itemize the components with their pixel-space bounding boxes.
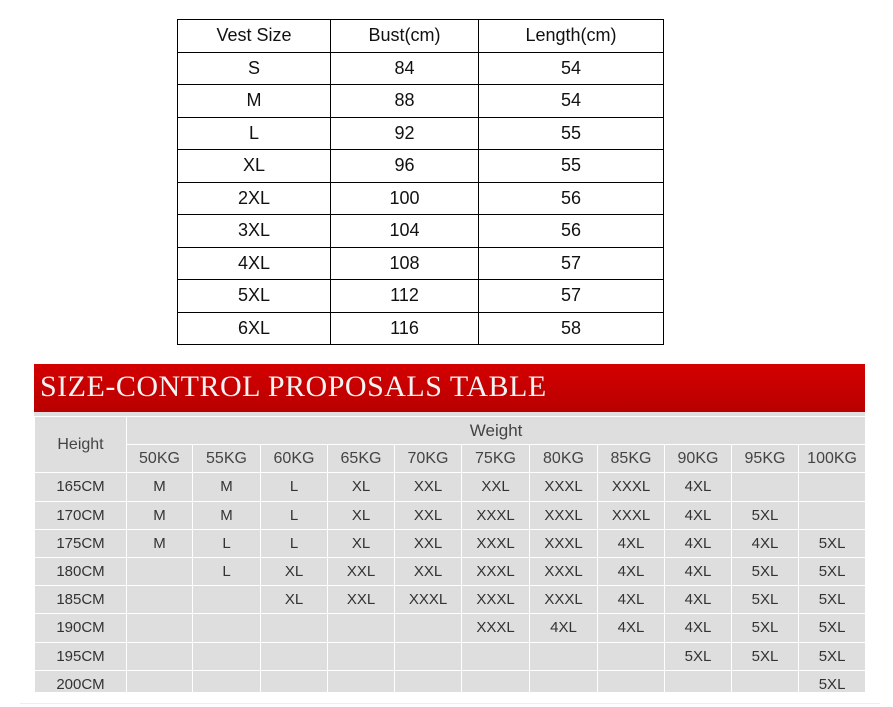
size-cell: XL xyxy=(261,586,328,614)
weight-header-cell: 75KG xyxy=(462,445,530,473)
weight-header-cell: 95KG xyxy=(732,445,799,473)
size-cell: XXL xyxy=(462,473,530,501)
size-row xyxy=(35,501,866,529)
bust-cell: 112 xyxy=(331,280,479,313)
height-cell: 165CM xyxy=(35,473,127,501)
length-header: Length(cm) xyxy=(479,20,664,53)
weight-header-cell: 50KG xyxy=(127,445,193,473)
size-cell: 4XL xyxy=(598,557,665,585)
length-cell: 55 xyxy=(479,117,664,150)
size-cell xyxy=(732,473,799,501)
size-row xyxy=(35,670,866,698)
height-label: Height xyxy=(35,417,127,473)
vest-size-cell: 2XL xyxy=(178,182,331,215)
size-cell: XXL xyxy=(328,557,395,585)
chart-title: SIZE-CONTROL PROPOSALS TABLE xyxy=(40,370,547,403)
size-cell: M xyxy=(127,529,193,557)
size-cell xyxy=(127,614,193,642)
size-cell: XXXL xyxy=(530,529,598,557)
size-cell xyxy=(193,642,261,670)
size-cell: 4XL xyxy=(598,529,665,557)
size-cell: XXXL xyxy=(462,529,530,557)
length-cell: 56 xyxy=(479,215,664,248)
divider xyxy=(20,703,880,704)
size-cell xyxy=(127,670,193,698)
bust-header: Bust(cm) xyxy=(331,20,479,53)
bust-cell: 88 xyxy=(331,85,479,118)
weight-header-cell: 65KG xyxy=(328,445,395,473)
size-cell: M xyxy=(193,501,261,529)
size-cell xyxy=(193,670,261,698)
size-cell xyxy=(261,670,328,698)
size-cell: L xyxy=(261,501,328,529)
size-cell: XXXL xyxy=(462,586,530,614)
vest-size-cell: M xyxy=(178,85,331,118)
size-cell: 5XL xyxy=(799,614,866,642)
vest-table-row xyxy=(178,215,664,248)
size-cell: L xyxy=(193,529,261,557)
size-cell xyxy=(799,473,866,501)
vest-table-row xyxy=(178,117,664,150)
size-cell: M xyxy=(127,501,193,529)
size-cell: XL xyxy=(261,557,328,585)
chart-title-banner xyxy=(34,364,865,412)
size-cell: 5XL xyxy=(799,557,866,585)
size-cell: XXXL xyxy=(530,557,598,585)
size-cell: 5XL xyxy=(732,586,799,614)
size-cell: 5XL xyxy=(799,529,866,557)
size-cell xyxy=(732,670,799,698)
length-cell: 54 xyxy=(479,52,664,85)
size-row xyxy=(35,529,866,557)
bust-cell: 100 xyxy=(331,182,479,215)
height-cell: 180CM xyxy=(35,557,127,585)
bust-cell: 116 xyxy=(331,312,479,345)
weight-header-cell: 80KG xyxy=(530,445,598,473)
length-cell: 55 xyxy=(479,150,664,183)
size-cell xyxy=(665,670,732,698)
height-cell: 175CM xyxy=(35,529,127,557)
size-cell: 4XL xyxy=(665,501,732,529)
size-cell xyxy=(127,642,193,670)
size-cell: 5XL xyxy=(799,642,866,670)
vest-size-table xyxy=(177,19,664,345)
vest-size-cell: 5XL xyxy=(178,280,331,313)
size-cell xyxy=(395,614,462,642)
bust-cell: 104 xyxy=(331,215,479,248)
height-cell: 195CM xyxy=(35,642,127,670)
size-cell: 4XL xyxy=(598,586,665,614)
size-cell xyxy=(462,642,530,670)
weight-header-cell: 70KG xyxy=(395,445,462,473)
height-cell: 185CM xyxy=(35,586,127,614)
size-row xyxy=(35,557,866,585)
size-cell: XXXL xyxy=(530,586,598,614)
size-cell: 5XL xyxy=(665,642,732,670)
height-cell: 170CM xyxy=(35,501,127,529)
size-cell: L xyxy=(261,473,328,501)
size-cell xyxy=(261,642,328,670)
size-cell: XXXL xyxy=(530,473,598,501)
size-cell: XXXL xyxy=(462,501,530,529)
size-cell xyxy=(328,614,395,642)
size-cell: XL xyxy=(328,529,395,557)
size-cell: 4XL xyxy=(732,529,799,557)
vest-table-header-row xyxy=(178,20,664,53)
size-cell: XXL xyxy=(395,501,462,529)
size-cell: 5XL xyxy=(732,614,799,642)
size-cell: 4XL xyxy=(665,586,732,614)
size-cell xyxy=(530,642,598,670)
size-cell: XXL xyxy=(395,473,462,501)
weight-header-cell: 55KG xyxy=(193,445,261,473)
size-cell: 4XL xyxy=(598,614,665,642)
vest-table-row xyxy=(178,280,664,313)
weights-row xyxy=(35,445,866,473)
size-cell xyxy=(395,670,462,698)
size-cell: M xyxy=(127,473,193,501)
size-cell: XXL xyxy=(328,586,395,614)
size-proposal-table xyxy=(34,416,866,699)
size-cell: 5XL xyxy=(732,501,799,529)
size-cell xyxy=(598,642,665,670)
size-cell: XXXL xyxy=(462,557,530,585)
height-cell: 190CM xyxy=(35,614,127,642)
size-cell xyxy=(127,557,193,585)
bust-cell: 92 xyxy=(331,117,479,150)
size-cell: XXXL xyxy=(530,501,598,529)
size-cell xyxy=(261,614,328,642)
size-cell: XXXL xyxy=(462,614,530,642)
size-cell xyxy=(598,670,665,698)
length-cell: 57 xyxy=(479,247,664,280)
size-cell: L xyxy=(193,557,261,585)
size-cell xyxy=(328,642,395,670)
vest-table-row xyxy=(178,182,664,215)
vest-size-cell: 6XL xyxy=(178,312,331,345)
vest-table-row xyxy=(178,312,664,345)
size-cell xyxy=(799,501,866,529)
size-cell: 4XL xyxy=(665,529,732,557)
size-cell: 4XL xyxy=(665,473,732,501)
vest-size-cell: 4XL xyxy=(178,247,331,280)
vest-size-cell: L xyxy=(178,117,331,150)
weight-label: Weight xyxy=(127,417,866,445)
size-cell: 5XL xyxy=(732,642,799,670)
size-cell xyxy=(395,642,462,670)
size-cell: 4XL xyxy=(665,557,732,585)
vest-size-cell: S xyxy=(178,52,331,85)
vest-table-row xyxy=(178,247,664,280)
bust-cell: 108 xyxy=(331,247,479,280)
vest-size-cell: XL xyxy=(178,150,331,183)
weight-label-row xyxy=(35,417,866,445)
size-cell: 5XL xyxy=(799,670,866,698)
length-cell: 56 xyxy=(479,182,664,215)
size-cell: XXL xyxy=(395,557,462,585)
vest-size-cell: 3XL xyxy=(178,215,331,248)
size-cell: XXXL xyxy=(598,501,665,529)
size-cell: XXXL xyxy=(395,586,462,614)
size-cell xyxy=(530,670,598,698)
height-cell: 200CM xyxy=(35,670,127,698)
size-cell xyxy=(193,586,261,614)
size-row xyxy=(35,614,866,642)
size-cell: XL xyxy=(328,473,395,501)
size-row xyxy=(35,586,866,614)
weight-header-cell: 85KG xyxy=(598,445,665,473)
size-cell: 5XL xyxy=(799,586,866,614)
length-cell: 54 xyxy=(479,85,664,118)
length-cell: 58 xyxy=(479,312,664,345)
weight-header-cell: 90KG xyxy=(665,445,732,473)
size-cell xyxy=(193,614,261,642)
size-cell: L xyxy=(261,529,328,557)
size-cell: XXXL xyxy=(598,473,665,501)
weight-header-cell: 60KG xyxy=(261,445,328,473)
size-cell xyxy=(462,670,530,698)
weight-header-cell: 100KG xyxy=(799,445,866,473)
size-cell xyxy=(328,670,395,698)
vest-table-row xyxy=(178,85,664,118)
size-control-chart xyxy=(34,364,865,692)
size-cell: 5XL xyxy=(732,557,799,585)
size-cell: XXL xyxy=(395,529,462,557)
vest-table-row xyxy=(178,150,664,183)
size-cell: XL xyxy=(328,501,395,529)
size-row xyxy=(35,642,866,670)
size-cell xyxy=(127,586,193,614)
size-row xyxy=(35,473,866,501)
bust-cell: 84 xyxy=(331,52,479,85)
size-cell: 4XL xyxy=(665,614,732,642)
bust-cell: 96 xyxy=(331,150,479,183)
length-cell: 57 xyxy=(479,280,664,313)
vest-size-header: Vest Size xyxy=(178,20,331,53)
size-cell: M xyxy=(193,473,261,501)
vest-table-row xyxy=(178,52,664,85)
size-cell: 4XL xyxy=(530,614,598,642)
